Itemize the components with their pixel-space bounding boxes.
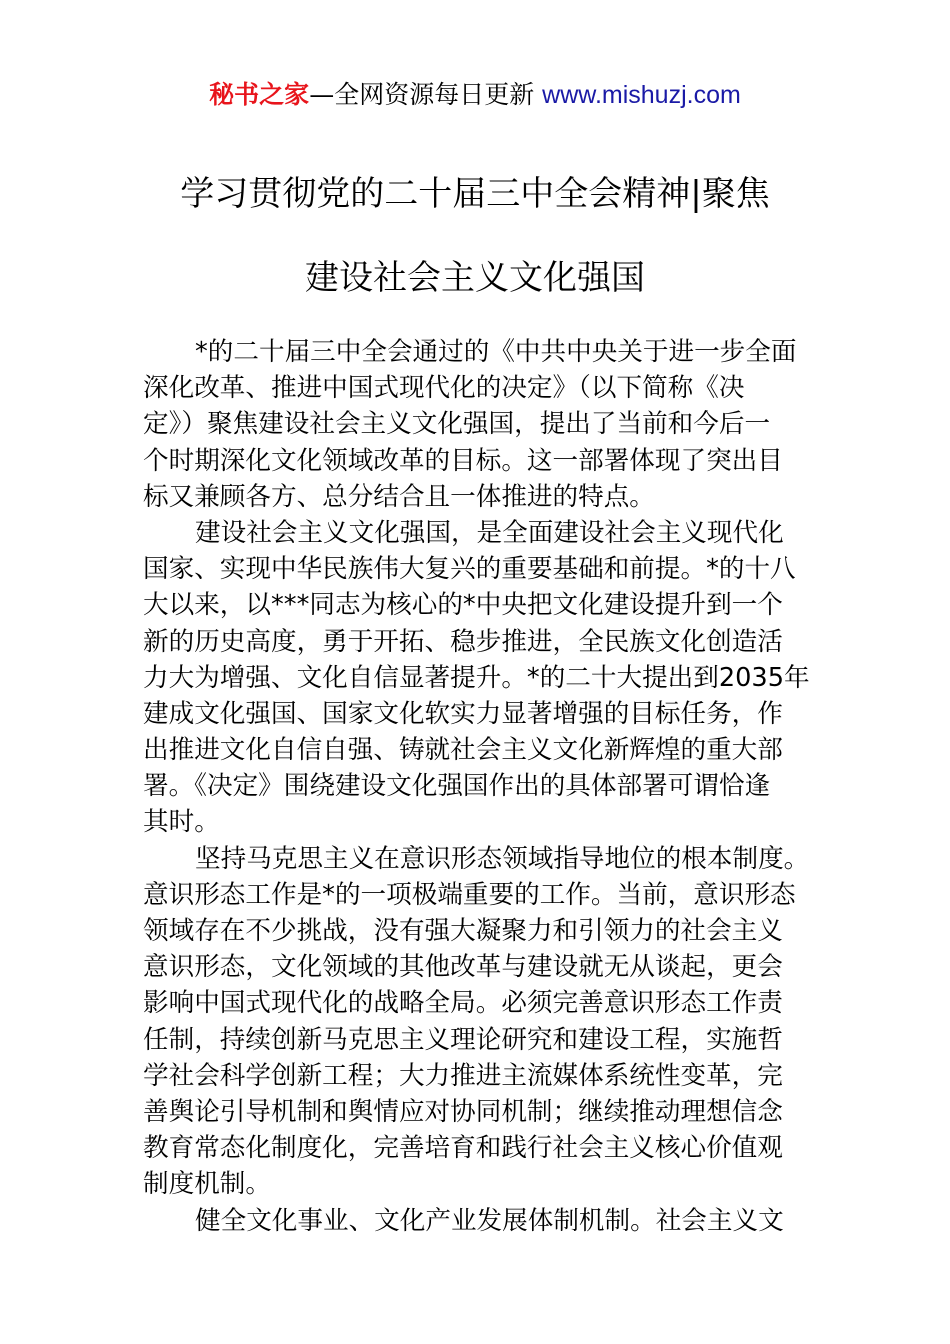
text-line: 定》）聚焦建设社会主义文化强国，提出了当前和今后一 <box>143 409 771 440</box>
site-slogan: —全网资源每日更新 <box>309 80 535 109</box>
document-body <box>143 334 823 1239</box>
text-line: 健全文化事业、文化产业发展体制机制。社会主义文 <box>195 1205 784 1236</box>
text-line: 坚持马克思主义在意识形态领域指导地位的根本制度。 <box>195 843 810 874</box>
text-line: 标又兼顾各方、总分结合且一体推进的特点。 <box>143 481 655 512</box>
text-line: 领域存在不少挑战，没有强大凝聚力和引领力的社会主义 <box>143 916 783 946</box>
text-line: 深化改革、推进中国式现代化的决定》（以下简称《决 <box>143 373 745 404</box>
text-line: 学社会科学创新工程；大力推进主流媒体系统性变革，完 <box>143 1060 783 1091</box>
title-line-2: 建设社会主义文化强国 <box>305 258 645 298</box>
text-line: *的二十届三中全会通过的《中共中央关于进一步全面 <box>195 337 797 367</box>
text-line: 制度机制。 <box>143 1169 271 1200</box>
site-brand: 秘书之家 <box>209 80 310 109</box>
text-line: 建设社会主义文化强国，是全面建设社会主义现代化 <box>195 517 784 548</box>
text-line: 影响中国式现代化的战略全局。必须完善意识形态工作责 <box>143 988 783 1019</box>
text-line: 意识形态，文化领域的其他改革与建设就无从谈起，更会 <box>143 952 783 983</box>
paragraph-2 <box>143 515 823 841</box>
text-line: 其时。 <box>143 807 220 838</box>
paragraph-1 <box>143 334 823 515</box>
text-line: 建成文化强国、国家文化软实力显著增强的目标任务，作 <box>143 698 783 729</box>
text-line: 教育常态化制度化，完善培育和践行社会主义核心价值观 <box>143 1133 783 1164</box>
text-line: 力大为增强、文化自信显著提升。*的二十大提出到2035年 <box>143 662 810 693</box>
paragraph-3 <box>143 841 823 1203</box>
title-line-1: 学习贯彻党的二十届三中全会精神|聚焦 <box>180 174 770 214</box>
text-line: 个时期深化文化领域改革的目标。这一部署体现了突出目 <box>143 445 783 476</box>
paragraph-4 <box>143 1203 823 1239</box>
document-title <box>100 152 850 320</box>
site-url-link[interactable]: www.mishuzj.com <box>542 81 741 109</box>
text-line: 署。《决定》围绕建设文化强国作出的具体部署可谓恰逢 <box>143 771 771 802</box>
text-line: 出推进文化自信自强、铸就社会主义文化新辉煌的重大部 <box>143 735 783 766</box>
text-line: 大以来，以***同志为核心的*中央把文化建设提升到一个 <box>143 590 783 621</box>
text-line: 新的历史高度，勇于开拓、稳步推进，全民族文化创造活 <box>143 626 783 657</box>
text-line: 任制，持续创新马克思主义理论研究和建设工程，实施哲 <box>143 1024 783 1055</box>
text-line: 国家、实现中华民族伟大复兴的重要基础和前提。*的十八 <box>143 554 796 585</box>
text-line: 善舆论引导机制和舆情应对协同机制；继续推动理想信念 <box>143 1096 783 1127</box>
site-header <box>0 78 950 112</box>
text-line: 意识形态工作是*的一项极端重要的工作。当前，意识形态 <box>143 879 796 910</box>
